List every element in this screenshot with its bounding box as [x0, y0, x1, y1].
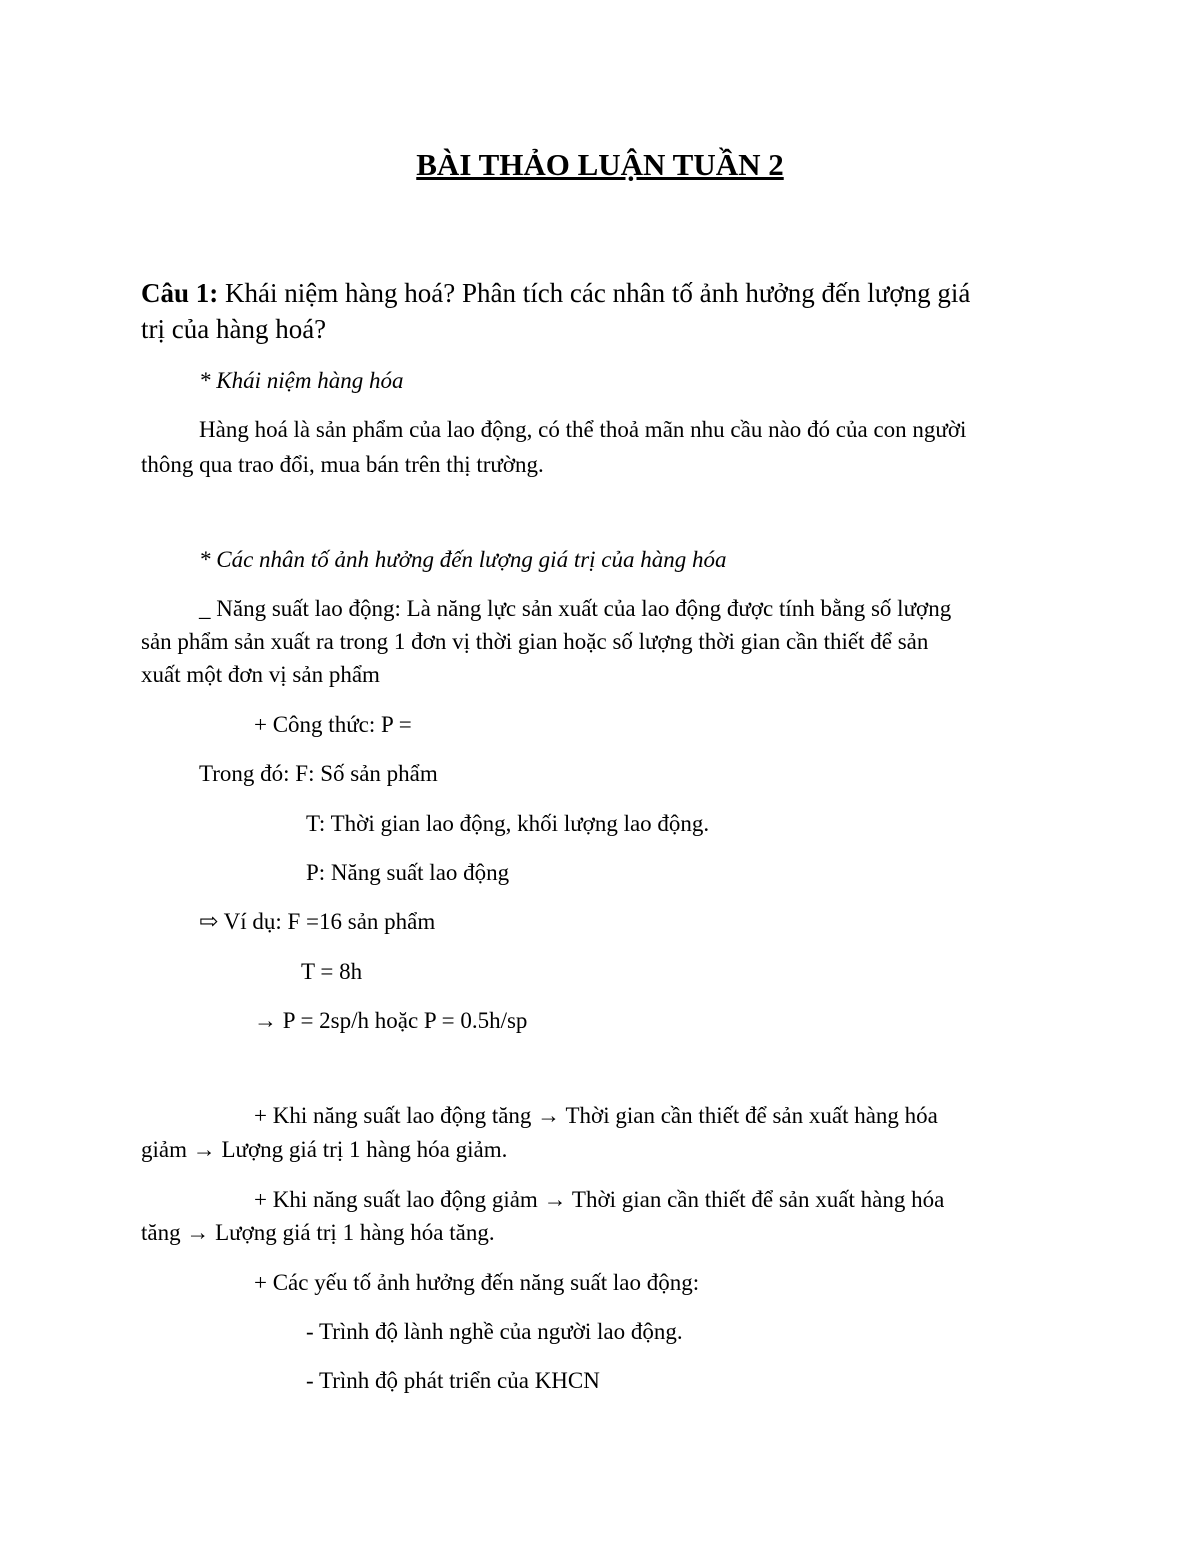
productivity-line-2: sản phẩm sản xuất ra trong 1 đơn vị thời gian hoặc số lượng thời gian cần thiết để sản [141, 629, 929, 654]
formula-line: + Công thức: P = [254, 712, 412, 737]
where-f: Trong đó: F: Số sản phẩm [199, 761, 438, 786]
increase-line-1: + Khi năng suất lao động tăng → Thời gian cần thiết để sản xuất hàng hóa [254, 1103, 938, 1128]
document-title: BÀI THẢO LUẬN TUẦN 2 [416, 147, 784, 182]
question-line-2: trị của hàng hoá? [141, 314, 327, 344]
example-result: → P = 2sp/h hoặc P = 0.5h/sp [254, 1008, 528, 1033]
question-text: Khái niệm hàng hoá? Phân tích các nhân tố ảnh hưởng đến lượng giá [218, 278, 971, 308]
example-t: T = 8h [301, 959, 363, 984]
where-t: T: Thời gian lao động, khối lượng lao động. [306, 811, 710, 836]
example-text: Ví dụ: F =16 sản phẩm [218, 909, 436, 934]
arrow-right-icon: ⇨ [199, 909, 219, 934]
decrease-line-1: + Khi năng suất lao động giảm → Thời gian cần thiết để sản xuất hàng hóa [254, 1187, 945, 1212]
section2-heading: * Các nhân tố ảnh hưởng đến lượng giá trị của hàng hóa [199, 547, 727, 572]
productivity-line-1: _ Năng suất lao động: Là năng lực sản xuất của lao động được tính bằng số lượng [199, 596, 952, 621]
decrease-line-2: tăng → Lượng giá trị 1 hàng hóa tăng. [141, 1220, 495, 1245]
factors-heading: + Các yếu tố ảnh hưởng đến năng suất lao động: [254, 1270, 700, 1295]
section1-heading: * Khái niệm hàng hóa [199, 368, 404, 393]
definition-line-2: thông qua trao đổi, mua bán trên thị trường. [141, 452, 544, 477]
example-line [199, 907, 435, 937]
factor-item-2: - Trình độ phát triển của KHCN [306, 1368, 600, 1393]
productivity-line-3: xuất một đơn vị sản phẩm [141, 662, 380, 687]
definition-line-1: Hàng hoá là sản phẩm của lao động, có thể thoả mãn nhu cầu nào đó của con người [199, 417, 967, 442]
question-line-1 [141, 275, 970, 311]
where-p: P: Năng suất lao động [306, 860, 510, 885]
factor-item-1: - Trình độ lành nghề của người lao động. [306, 1319, 683, 1344]
increase-line-2: giảm → Lượng giá trị 1 hàng hóa giảm. [141, 1137, 508, 1162]
question-label: Câu 1: [141, 278, 219, 308]
